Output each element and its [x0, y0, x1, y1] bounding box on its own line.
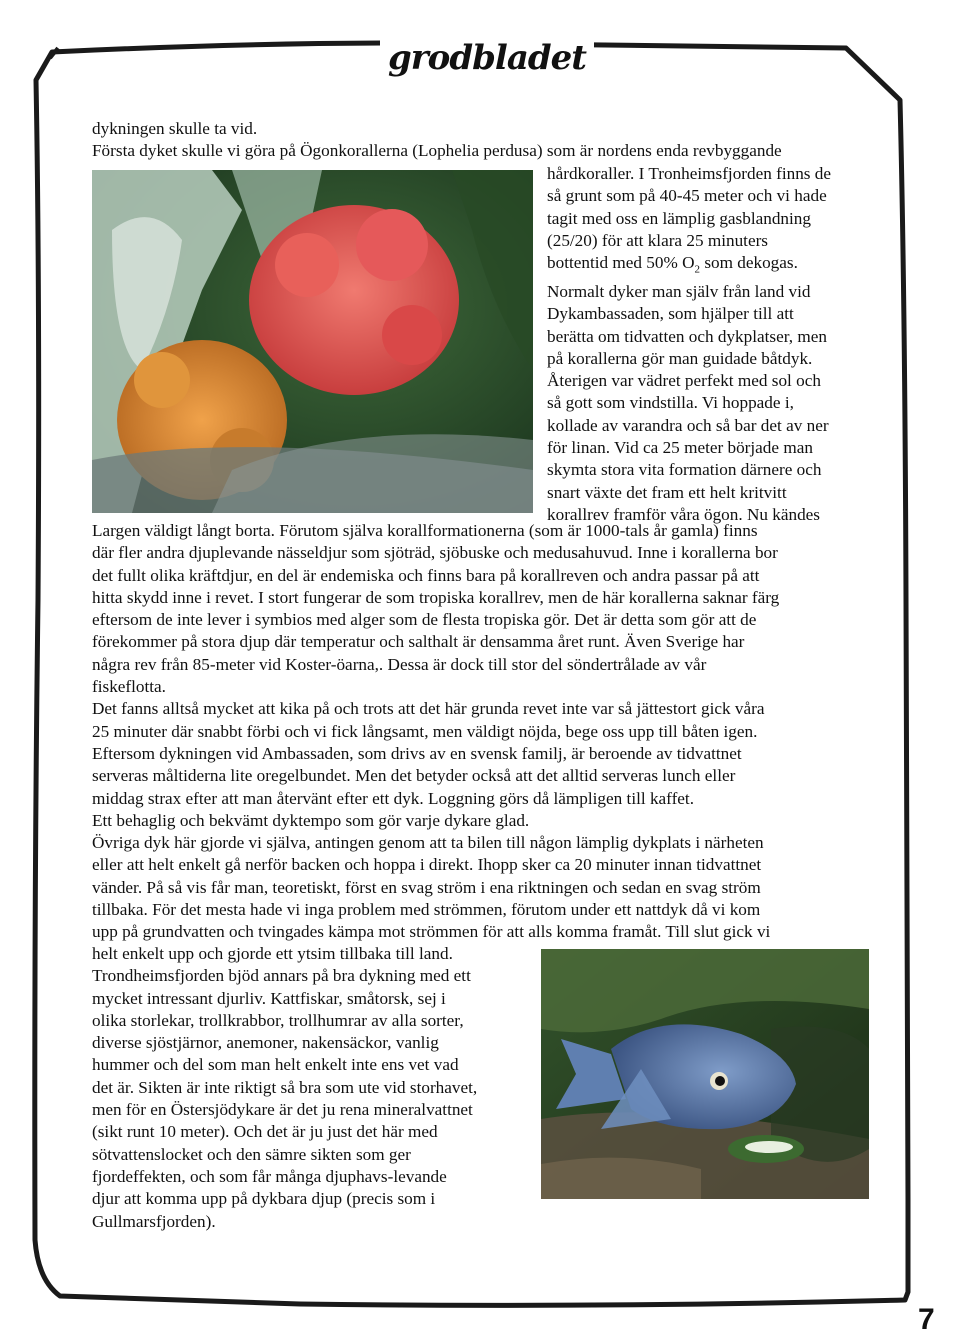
text-line: korallrev framför våra ögon. Nu kändes: [547, 504, 820, 524]
text-line: olika storlekar, trollkrabbor, trollhumrar av alla sorter,: [92, 1010, 464, 1030]
text-line: (25/20) för att klara 25 minuters: [547, 230, 768, 250]
text-line: Ett behaglig och bekvämt dyktempo som gör varje dykare glad.: [92, 810, 530, 830]
text-line: det fullt olika kräftdjur, en del är endemiska och finns bara på korallreven och andra passar på att: [92, 565, 760, 585]
text-line: hitta skydd inne i revet. I stort fungerar de som tropiska korallrev, men de här korallerna saknar färg: [92, 587, 780, 607]
text-line: Dykambassaden, som hjälper till att: [547, 304, 794, 324]
text-line: hummer och del som man helt enkelt inte ens vet vad: [92, 1055, 459, 1075]
text-line: Trondheimsfjorden bjöd annars på bra dykning med ett: [92, 966, 471, 986]
fish-photo: [541, 949, 869, 1199]
text-line: Gullmarsfjorden).: [92, 1211, 216, 1231]
text-line: middag strax efter att man återvänt efter ett dyk. Loggning görs då lämpligen till kaffet.: [92, 788, 695, 808]
o2-subscript: 2: [694, 263, 701, 276]
main-text: [92, 520, 877, 944]
text-line: för linan. Vid ca 25 meter började man: [547, 438, 813, 457]
text-line: Eftersom dykningen vid Ambassaden, som drivs av en svensk familj, är beroende av tidvattnet: [92, 743, 742, 763]
text-line: där fler andra djuplevande nässeldjur som sjöträd, sjöbuske och medusahuvud. Inne i korallerna bor: [92, 543, 778, 563]
text-line: eller att helt enkelt gå nerför backen och hoppa i direkt. Ihopp sker ca 20 minuter innan tidvattnet: [92, 855, 762, 875]
text-line: sötvattenslocket och den sämre sikten som ger: [92, 1144, 411, 1164]
text-line: på korallerna gör man guidade båtdyk.: [547, 348, 813, 368]
coral-photo: [92, 170, 533, 513]
text-line: serveras måltiderna lite oregelbundet. Men det betyder också att det alltid serveras lunch eller: [92, 766, 736, 786]
text-line: 25 minuter där snabbt förbi och vi fick långsamt, men väldigt nöjda, bege oss upp till båten igen.: [92, 721, 758, 741]
text-line: Återigen var vädret perfekt med sol och: [547, 371, 821, 391]
text-line: tillbaka. För det mesta hade vi inga problem med strömmen, förutom under ett nattdyk då vi kom: [92, 900, 761, 920]
o2-suffix: som dekogas.: [700, 253, 798, 273]
text-line: mycket intressant djurliv. Kattfiskar, småtorsk, sej i: [92, 988, 446, 1008]
text-line: berätta om tidvatten och dykplatser, men: [547, 326, 827, 346]
text-line: hårdkoraller. I Tronheimsfjorden finns de: [547, 164, 832, 183]
text-line: Largen väldigt långt borta. Förutom själva korallformationerna (som är 1000-tals år gamla) finns: [92, 521, 758, 540]
text-line: vänder. På så vis får man, teoretiskt, först en svag ström i ena riktningen och sedan en svag ström: [92, 877, 761, 897]
text-line: Normalt dyker man själv från land vid: [547, 281, 811, 301]
intro-text: [92, 118, 872, 163]
text-line: fiskeflotta.: [92, 677, 166, 697]
text-line: tagit med oss en lämplig gasblandning: [547, 208, 811, 228]
text-line: eftersom de inte lever i symbios med alger som de flesta tropiska gör. Det är detta som gör att de: [92, 610, 757, 630]
text-line: snart växte det fram ett helt kritvitt: [547, 482, 787, 502]
text-line: upp på grundvatten och tvingades kämpa mot strömmen för att alls komma framåt. Till slut gick vi: [92, 922, 771, 942]
text-line: helt enkelt upp och gjorde ett ytsim tillbaka till land.: [92, 944, 453, 963]
column-text: [547, 163, 877, 526]
text-line: fjordeffekten, och som får många djuphavs-levande: [92, 1166, 447, 1186]
text-line: men för en Östersjödykare är det ju rena mineralvattnet: [92, 1100, 473, 1120]
text-line: så grunt som på 40-45 meter och vi hade: [547, 186, 827, 206]
text-line: Övriga dyk här gjorde vi själva, antingen genom att ta bilen till någon lämplig dykplats i närheten: [92, 833, 764, 853]
bottom-text: [92, 943, 532, 1233]
text-line: dykningen skulle ta vid.: [92, 119, 258, 138]
text-line: det är. Sikten är inte riktigt så bra som ute vid storhavet,: [92, 1077, 478, 1097]
text-line: [547, 252, 877, 281]
text-line: diverse sjöstjärnor, anemoner, nakensäckor, vanlig: [92, 1033, 439, 1053]
text-line: några rev från 85-meter vid Koster-öarna,. Dessa är dock till stor del söndertrålade av vår: [92, 654, 707, 674]
text-line: kollade av varandra och så bar det av ner: [547, 415, 829, 435]
text-line: skymta stora vita formation därnere och: [547, 460, 822, 480]
text-line: (sikt runt 10 meter). Och det är ju just det här med: [92, 1122, 438, 1142]
text-line: Det fanns alltså mycket att kika på och trots att det här grunda revet inte var så jättestort gick våra: [92, 699, 765, 719]
text-line: så gott som vindstilla. Vi hoppade i,: [547, 393, 794, 413]
text-line: Första dyket skulle vi göra på Ögonkorallerna (Lophelia perdusa) som är nordens enda revbyggande: [92, 141, 782, 161]
text-line: förekommer på stora djup där temperatur och salthalt är densamma året runt. Även Sverige har: [92, 632, 745, 652]
o2-text: bottentid med 50% O: [547, 253, 695, 273]
text-line: djur att komma upp på dykbara djup (precis som i: [92, 1189, 436, 1209]
grodbladet-logo: grodbladet: [380, 38, 594, 78]
page-number: 7: [918, 1303, 935, 1336]
